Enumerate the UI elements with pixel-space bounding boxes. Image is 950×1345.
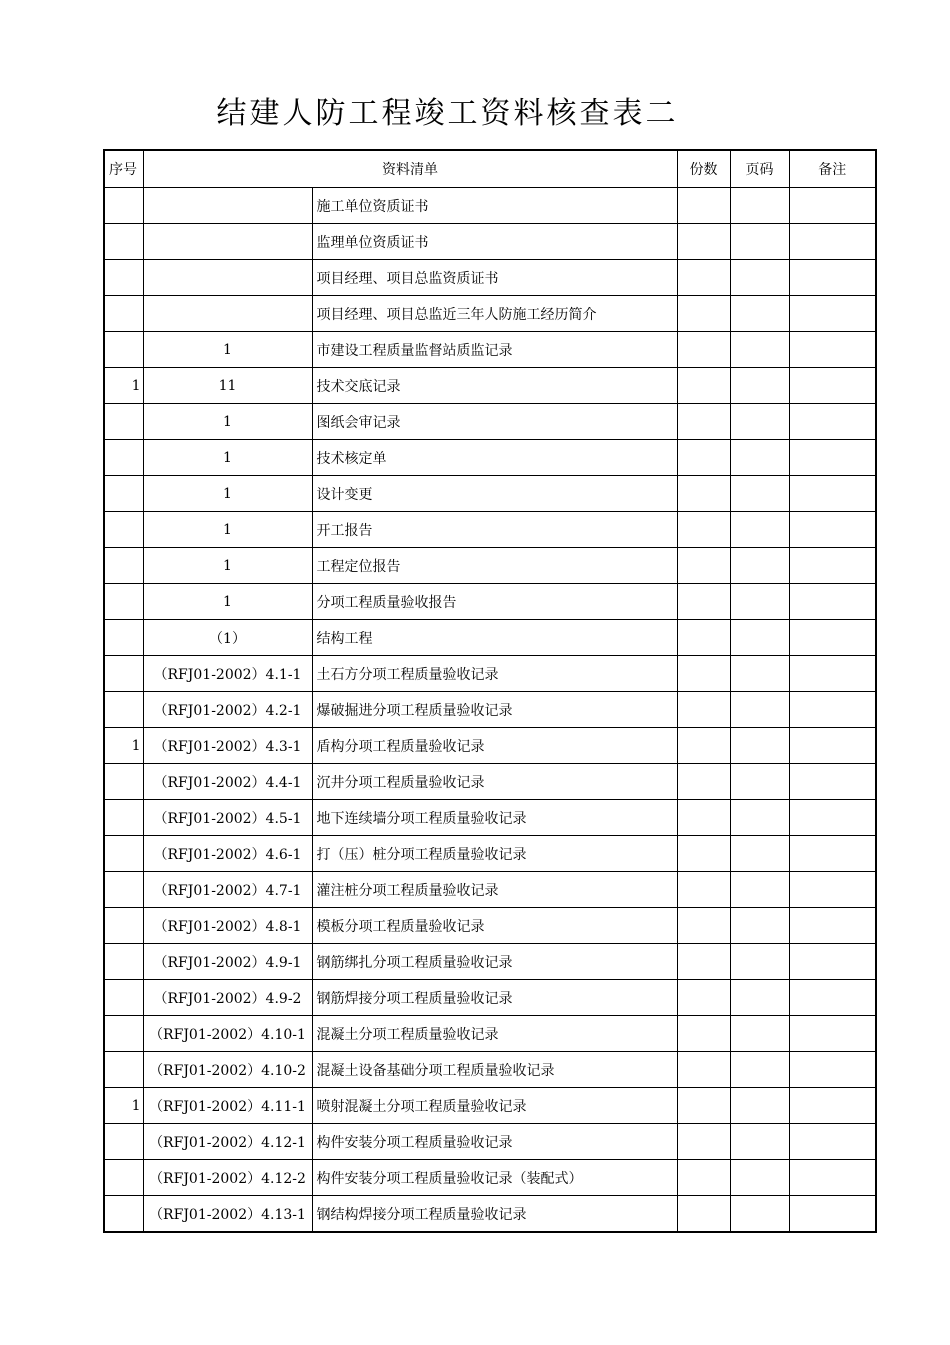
row-remark: [789, 1088, 876, 1124]
row-code: 1: [143, 404, 312, 440]
row-code: 1: [143, 512, 312, 548]
row-item: 构件安装分项工程质量验收记录（装配式）: [312, 1160, 677, 1196]
row-page: [730, 1196, 789, 1233]
row-seq: [104, 620, 143, 656]
checklist-table: [103, 149, 877, 1233]
row-code: 11: [143, 368, 312, 404]
row-code: （RFJ01-2002）4.4-1: [143, 764, 312, 800]
row-seq: [104, 512, 143, 548]
row-item: 土石方分项工程质量验收记录: [312, 656, 677, 692]
row-item: 项目经理、项目总监近三年人防施工经历简介: [312, 296, 677, 332]
row-item: 混凝土设备基础分项工程质量验收记录: [312, 1052, 677, 1088]
row-seq: [104, 1016, 143, 1052]
row-copies: [677, 296, 730, 332]
row-copies: [677, 980, 730, 1016]
row-seq: [104, 404, 143, 440]
row-item: 钢筋绑扎分项工程质量验收记录: [312, 944, 677, 980]
row-copies: [677, 692, 730, 728]
header-page: 页码: [730, 150, 789, 188]
row-seq: [104, 1196, 143, 1233]
row-code: （RFJ01-2002）4.10-1: [143, 1016, 312, 1052]
table-row: [104, 872, 876, 908]
row-page: [730, 440, 789, 476]
table-row: [104, 332, 876, 368]
row-item: 设计变更: [312, 476, 677, 512]
row-page: [730, 872, 789, 908]
row-seq: [104, 1052, 143, 1088]
row-remark: [789, 692, 876, 728]
row-code: （RFJ01-2002）4.8-1: [143, 908, 312, 944]
row-seq: [104, 944, 143, 980]
row-item: 图纸会审记录: [312, 404, 677, 440]
table-row: [104, 1160, 876, 1196]
row-remark: [789, 548, 876, 584]
row-item: 钢结构焊接分项工程质量验收记录: [312, 1196, 677, 1233]
row-copies: [677, 1196, 730, 1233]
row-page: [730, 1016, 789, 1052]
row-seq: [104, 872, 143, 908]
row-page: [730, 260, 789, 296]
table-row: [104, 1196, 876, 1233]
row-copies: [677, 620, 730, 656]
row-item: 结构工程: [312, 620, 677, 656]
row-page: [730, 404, 789, 440]
row-seq: [104, 224, 143, 260]
table-body: [104, 150, 876, 1232]
row-item: 喷射混凝土分项工程质量验收记录: [312, 1088, 677, 1124]
row-copies: [677, 260, 730, 296]
row-seq: [104, 800, 143, 836]
row-seq: 1: [104, 728, 143, 764]
table-row: [104, 764, 876, 800]
row-seq: [104, 764, 143, 800]
row-item: 构件安装分项工程质量验收记录: [312, 1124, 677, 1160]
row-item: 市建设工程质量监督站质监记录: [312, 332, 677, 368]
row-code: （RFJ01-2002）4.7-1: [143, 872, 312, 908]
table-row: [104, 584, 876, 620]
row-copies: [677, 332, 730, 368]
row-page: [730, 656, 789, 692]
row-copies: [677, 1016, 730, 1052]
row-code: [143, 296, 312, 332]
row-page: [730, 908, 789, 944]
row-page: [730, 980, 789, 1016]
row-remark: [789, 908, 876, 944]
table-row: [104, 620, 876, 656]
table-row: [104, 440, 876, 476]
row-page: [730, 800, 789, 836]
row-code: 1: [143, 476, 312, 512]
row-code: [143, 224, 312, 260]
row-remark: [789, 260, 876, 296]
row-seq: [104, 440, 143, 476]
row-copies: [677, 440, 730, 476]
table-row: [104, 836, 876, 872]
row-code: （RFJ01-2002）4.10-2: [143, 1052, 312, 1088]
row-item: 监理单位资质证书: [312, 224, 677, 260]
row-copies: [677, 512, 730, 548]
row-remark: [789, 1160, 876, 1196]
row-page: [730, 584, 789, 620]
row-item: 开工报告: [312, 512, 677, 548]
row-remark: [789, 1196, 876, 1233]
row-copies: [677, 1052, 730, 1088]
row-seq: [104, 188, 143, 224]
row-code: （RFJ01-2002）4.13-1: [143, 1196, 312, 1233]
table-row: [104, 512, 876, 548]
row-remark: [789, 800, 876, 836]
row-code: （RFJ01-2002）4.1-1: [143, 656, 312, 692]
row-copies: [677, 548, 730, 584]
row-remark: [789, 1052, 876, 1088]
row-seq: [104, 656, 143, 692]
table-row: [104, 260, 876, 296]
row-seq: [104, 908, 143, 944]
page-title: 结建人防工程竣工资料核查表二: [216, 96, 679, 131]
row-seq: [104, 1124, 143, 1160]
row-code: （RFJ01-2002）4.6-1: [143, 836, 312, 872]
row-page: [730, 944, 789, 980]
row-code: （1）: [143, 620, 312, 656]
row-remark: [789, 224, 876, 260]
header-list: 资料清单: [143, 150, 677, 188]
row-remark: [789, 1124, 876, 1160]
row-page: [730, 188, 789, 224]
row-page: [730, 332, 789, 368]
row-item: 钢筋焊接分项工程质量验收记录: [312, 980, 677, 1016]
row-page: [730, 548, 789, 584]
row-seq: [104, 296, 143, 332]
table-row: [104, 368, 876, 404]
row-page: [730, 1088, 789, 1124]
row-remark: [789, 332, 876, 368]
row-copies: [677, 656, 730, 692]
row-code: （RFJ01-2002）4.3-1: [143, 728, 312, 764]
row-item: 项目经理、项目总监资质证书: [312, 260, 677, 296]
row-remark: [789, 620, 876, 656]
row-copies: [677, 764, 730, 800]
row-copies: [677, 368, 730, 404]
row-remark: [789, 584, 876, 620]
row-remark: [789, 476, 876, 512]
row-remark: [789, 512, 876, 548]
table-row: [104, 1124, 876, 1160]
row-copies: [677, 1088, 730, 1124]
row-seq: [104, 692, 143, 728]
row-page: [730, 764, 789, 800]
row-item: 爆破掘进分项工程质量验收记录: [312, 692, 677, 728]
row-copies: [677, 836, 730, 872]
row-seq: [104, 260, 143, 296]
row-page: [730, 836, 789, 872]
row-item: 盾构分项工程质量验收记录: [312, 728, 677, 764]
row-seq: [104, 584, 143, 620]
header-copies: 份数: [677, 150, 730, 188]
table-row: [104, 1016, 876, 1052]
row-seq: 1: [104, 368, 143, 404]
row-remark: [789, 944, 876, 980]
row-page: [730, 512, 789, 548]
row-seq: [104, 332, 143, 368]
row-code: 1: [143, 584, 312, 620]
table-row: [104, 656, 876, 692]
row-seq: [104, 476, 143, 512]
row-remark: [789, 872, 876, 908]
header-remark: 备注: [789, 150, 876, 188]
header-seq: 序号: [104, 150, 143, 188]
row-code: （RFJ01-2002）4.11-1: [143, 1088, 312, 1124]
row-seq: [104, 836, 143, 872]
row-page: [730, 224, 789, 260]
row-page: [730, 476, 789, 512]
row-item: 打（压）桩分项工程质量验收记录: [312, 836, 677, 872]
table-row: [104, 728, 876, 764]
row-remark: [789, 980, 876, 1016]
row-code: 1: [143, 332, 312, 368]
row-copies: [677, 800, 730, 836]
table-row: [104, 224, 876, 260]
row-copies: [677, 584, 730, 620]
row-seq: [104, 1160, 143, 1196]
row-code: （RFJ01-2002）4.5-1: [143, 800, 312, 836]
row-remark: [789, 296, 876, 332]
row-copies: [677, 476, 730, 512]
row-item: 模板分项工程质量验收记录: [312, 908, 677, 944]
table-row: [104, 1052, 876, 1088]
table-row: [104, 908, 876, 944]
row-seq: 1: [104, 1088, 143, 1124]
row-copies: [677, 188, 730, 224]
table-row: [104, 296, 876, 332]
table-row: [104, 476, 876, 512]
row-remark: [789, 1016, 876, 1052]
row-item: 施工单位资质证书: [312, 188, 677, 224]
row-remark: [789, 728, 876, 764]
row-remark: [789, 440, 876, 476]
row-remark: [789, 404, 876, 440]
table-row: [104, 1088, 876, 1124]
row-code: （RFJ01-2002）4.12-2: [143, 1160, 312, 1196]
row-page: [730, 1160, 789, 1196]
row-copies: [677, 908, 730, 944]
row-seq: [104, 548, 143, 584]
row-page: [730, 728, 789, 764]
row-code: 1: [143, 548, 312, 584]
row-code: [143, 260, 312, 296]
row-remark: [789, 764, 876, 800]
row-item: 混凝土分项工程质量验收记录: [312, 1016, 677, 1052]
table-row: [104, 800, 876, 836]
row-item: 分项工程质量验收报告: [312, 584, 677, 620]
row-page: [730, 1052, 789, 1088]
row-item: 地下连续墙分项工程质量验收记录: [312, 800, 677, 836]
row-page: [730, 692, 789, 728]
row-remark: [789, 368, 876, 404]
row-copies: [677, 404, 730, 440]
row-page: [730, 1124, 789, 1160]
table-row: [104, 692, 876, 728]
row-code: 1: [143, 440, 312, 476]
row-copies: [677, 944, 730, 980]
header-row: [104, 150, 876, 188]
row-item: 灌注桩分项工程质量验收记录: [312, 872, 677, 908]
table-row: [104, 404, 876, 440]
row-item: 工程定位报告: [312, 548, 677, 584]
table-row: [104, 548, 876, 584]
table-row: [104, 188, 876, 224]
row-item: 技术交底记录: [312, 368, 677, 404]
row-code: （RFJ01-2002）4.9-1: [143, 944, 312, 980]
row-item: 技术核定单: [312, 440, 677, 476]
row-page: [730, 296, 789, 332]
row-seq: [104, 980, 143, 1016]
row-page: [730, 368, 789, 404]
row-remark: [789, 188, 876, 224]
row-item: 沉井分项工程质量验收记录: [312, 764, 677, 800]
row-page: [730, 620, 789, 656]
row-copies: [677, 1124, 730, 1160]
row-remark: [789, 656, 876, 692]
row-code: （RFJ01-2002）4.12-1: [143, 1124, 312, 1160]
row-copies: [677, 872, 730, 908]
row-copies: [677, 1160, 730, 1196]
row-copies: [677, 728, 730, 764]
row-code: [143, 188, 312, 224]
row-code: （RFJ01-2002）4.2-1: [143, 692, 312, 728]
row-copies: [677, 224, 730, 260]
row-remark: [789, 836, 876, 872]
table-row: [104, 944, 876, 980]
table-row: [104, 980, 876, 1016]
row-code: （RFJ01-2002）4.9-2: [143, 980, 312, 1016]
